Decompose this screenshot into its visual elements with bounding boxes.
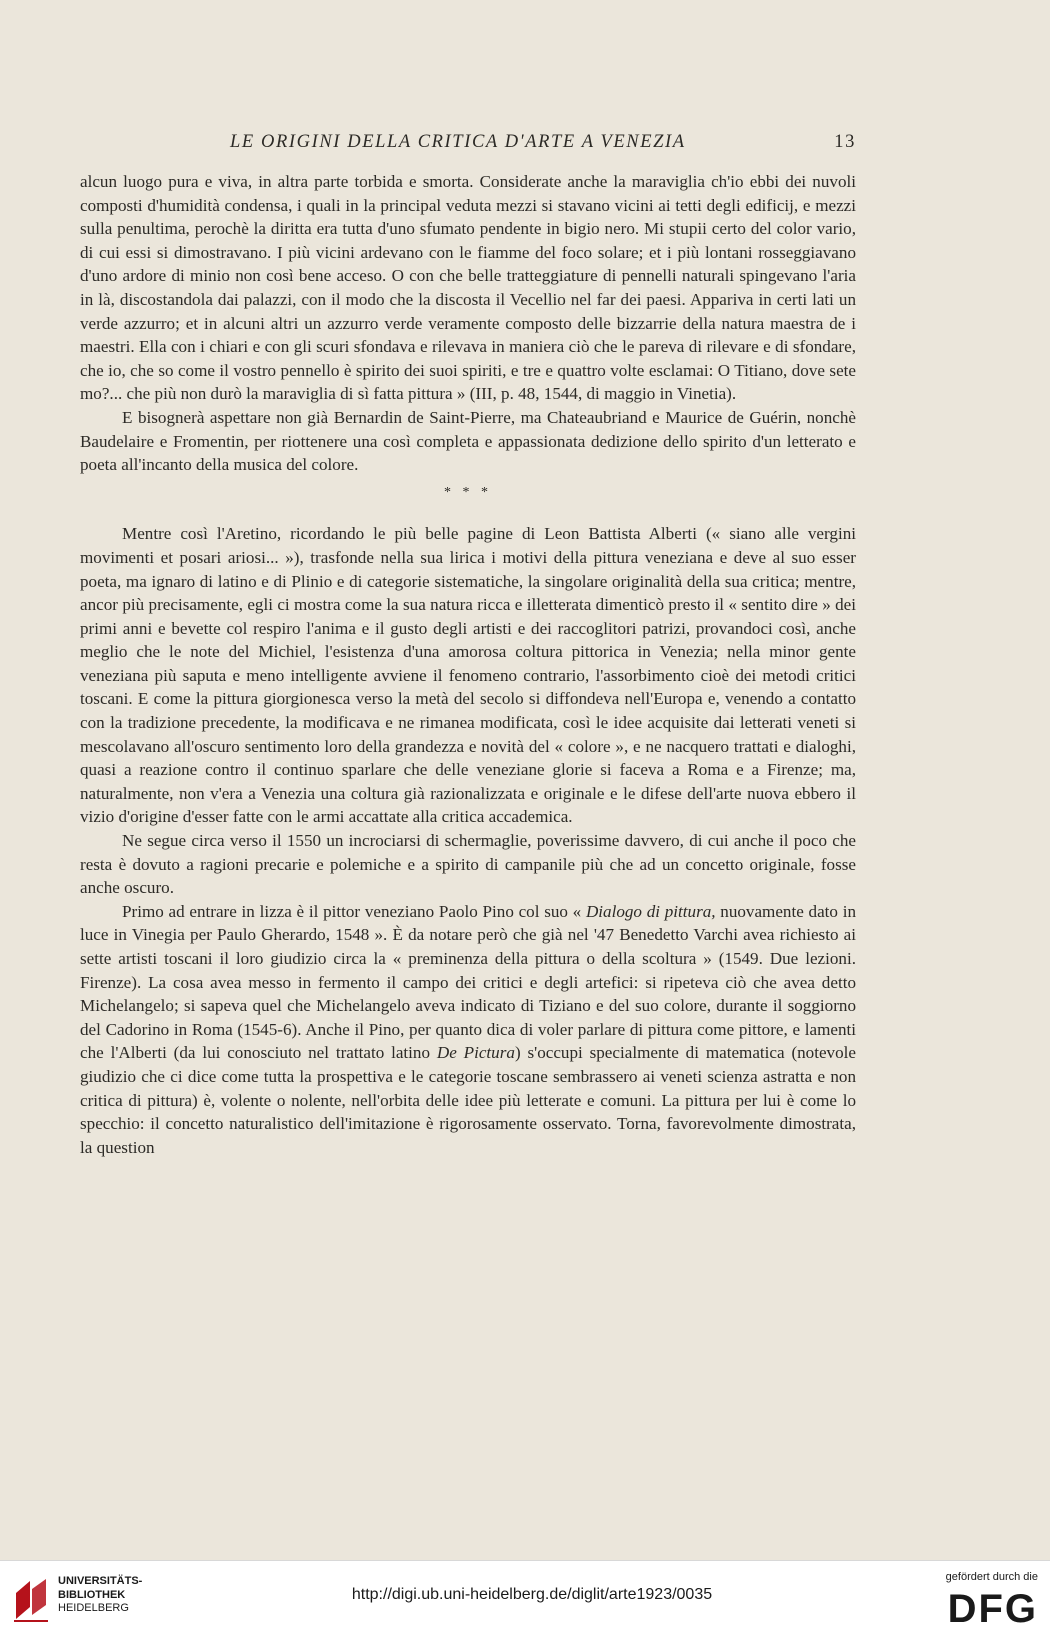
- paragraph-1: alcun luogo pura e viva, in altra parte torbida e smorta. Considerate anche la maraviglia ch'io ebbi dei nuvoli composti d'humidità condensa, i quali in la principal veduta mezzi si stavano vicini ai tetti degli edificij, e mezzi sulla penultima, perochè la diritta era tutta d'uno sfumato pendente in bigio nero. Mi stupii certo del color vario, di cui essi si dimostravano. I più vicini ardevano con le fiamme del foco solare; et i più lontani rosseggiavano d'uno ardore di minio non così bene acceso. O con che belle tratteggiature di pennelli naturali spingevano l'aria in là, discostandola dai palazzi, con il modo che la discosta il Vecellio nel far dei paesi. Appariva in certi lati un verde azzurro; et in alcuni altri un azzurro verde veramente composto delle bizzarrie della natura maestra de i maestri. Ella con i chiari e con gli scuri sfondava e rilevava in maniera ciò che le pareva di rilevare e di sfondare, che io, che so come il vostro pennello è spirito dei suoi spiriti, e tre e quattro volte esclamai: O Titiano, dove sete mo?... che più non durò la maraviglia di sì fatta pittura » (III, p. 48, 1544, di maggio in Vinetia).: [80, 172, 856, 404]
- page-number: 13: [834, 132, 856, 152]
- institution-line-3: HEIDELBERG: [58, 1602, 129, 1614]
- footer-bar: [0, 1560, 1050, 1639]
- institution-line-2: BIBLIOTHEK: [58, 1588, 126, 1601]
- paragraph-5-italic-title: Dialogo di pittura,: [585, 901, 716, 921]
- running-header: [80, 132, 856, 160]
- paragraph-5: [80, 900, 856, 1160]
- institution-line-1: UNIVERSITÄTS-: [58, 1575, 143, 1587]
- heidelberg-university-library-logo-icon[interactable]: [10, 1575, 52, 1623]
- paragraph-2: E bisognerà aspettare non già Bernardin de Saint-Pierre, ma Chateaubriand e Maurice de Guérin, nonchè Baudelaire e Fromentin, per riottenere una così completa e appassionata dedizione dello spirito d'un letterato e poeta all'incanto della musica del colore.: [80, 407, 856, 475]
- paragraph-5-italic-latin: De Pictura: [436, 1043, 515, 1063]
- permalink-url[interactable]: http://digi.ub.uni-heidelberg.de/diglit/arte1923/0035: [351, 1586, 713, 1603]
- paragraph-4: Ne segue circa verso il 1550 un incrociarsi di schermaglie, poverissime davvero, di cui anche il poco che resta è dovuto a ragioni precarie e polemiche e a spirito di campanile più che ad un concetto originale, fosse anche oscuro.: [80, 831, 856, 898]
- paragraph-5-text-a: Primo ad entrare in lizza è il pittor veneziano Paolo Pino col suo «: [122, 901, 586, 921]
- dfg-logo-icon[interactable]: DFG: [947, 1587, 1038, 1631]
- paragraph-3: Mentre così l'Aretino, ricordando le più belle pagine di Leon Battista Alberti (« siano alle vergini movimenti et posari ariosi... »), trasfonde nella sua lirica i motivi della pittura veneziana e deve al suo esser poeta, ma ignaro di latino e di Plinio e di categorie sistematiche, la singolare originalità della sua critica; mentre, ancor più precisamente, egli ci mostra come la sua natura ricca e illetterata dimenticò presto il « sentito dire » dei primi anni e bevette col respiro l'anima e il gusto degli artisti e dei raccoglitori patrizi, provandoci così, anche meglio che le note del Michiel, l'esistenza d'una amorosa coltura pittorica in Venezia; nella minor gente veneziana più saputa e meno intelligente avviene il fenomeno contrario, l'assorbimento cioè dei metodi critici toscani. E come la pittura giorgionesca verso la metà del secolo si diffondeva nell'Europa e, venendo a contatto con la tradizione precedente, la modificava e ne rimanea modificata, così le idee acquisite dai letterati veneti si mescolavano all'oscuro sentimento loro della grandezza e novità del « colore », e ne nacquero trattati e dialoghi, quasi a reazione contro il continuo sparlare che delle veneziane glorie si faceva a Roma e a Firenze; ma, naturalmente, non v'era a Venezia una coltura già razionalizzata e originale e le difese dell'arte nuova ebbero il vizio d'origine d'esser fatte con le armi accattate alla critica accademica.: [80, 524, 856, 827]
- funded-by-label: gefördert durch die: [945, 1571, 1038, 1583]
- body-text: [80, 170, 856, 1159]
- section-separator: * * *: [444, 484, 492, 500]
- institution-name: [58, 1575, 178, 1616]
- running-title: LE ORIGINI DELLA CRITICA D'ARTE A VENEZIA: [230, 132, 686, 152]
- paragraph-5-text-c: ) s'occupi specialmente di matematica (notevole giudizio che ci dice come tutta la prospettiva e le categorie toscane sembrassero ai veneti scienza astratta e non critica di pittura) è, volente o nolente, nell'orbita delle idee più letterate e comuni. La pittura per lui è come lo specchio: il concetto naturalistico dell'imitazione è rigorosamente osservato. Torna, favorevolmente dimostrata, la question: [80, 1043, 856, 1157]
- paragraph-5-text-b: nuovamente dato in luce in Vinegia per Paulo Gherardo, 1548 ». È da notare però che già nel '47 Benedetto Varchi avea richiesto ai sette artisti toscani il loro giudizio circa la « preminenza della pittura o della scoltura » (1549. Due lezioni. Firenze). La cosa avea messo in fermento il campo dei critici e degli artefici: si ripeteva ciò che avea detto Michelangelo; si sapeva quel che Michelangelo aveva indicato di Tiziano e del suo colore, durante il soggiorno del Cadorino in Roma (1545-6). Anche il Pino, per quanto dica di voler parlare di pittura come pittore, e lamenti che l'Alberti (da lui conosciuto nel trattato latino: [80, 901, 856, 1063]
